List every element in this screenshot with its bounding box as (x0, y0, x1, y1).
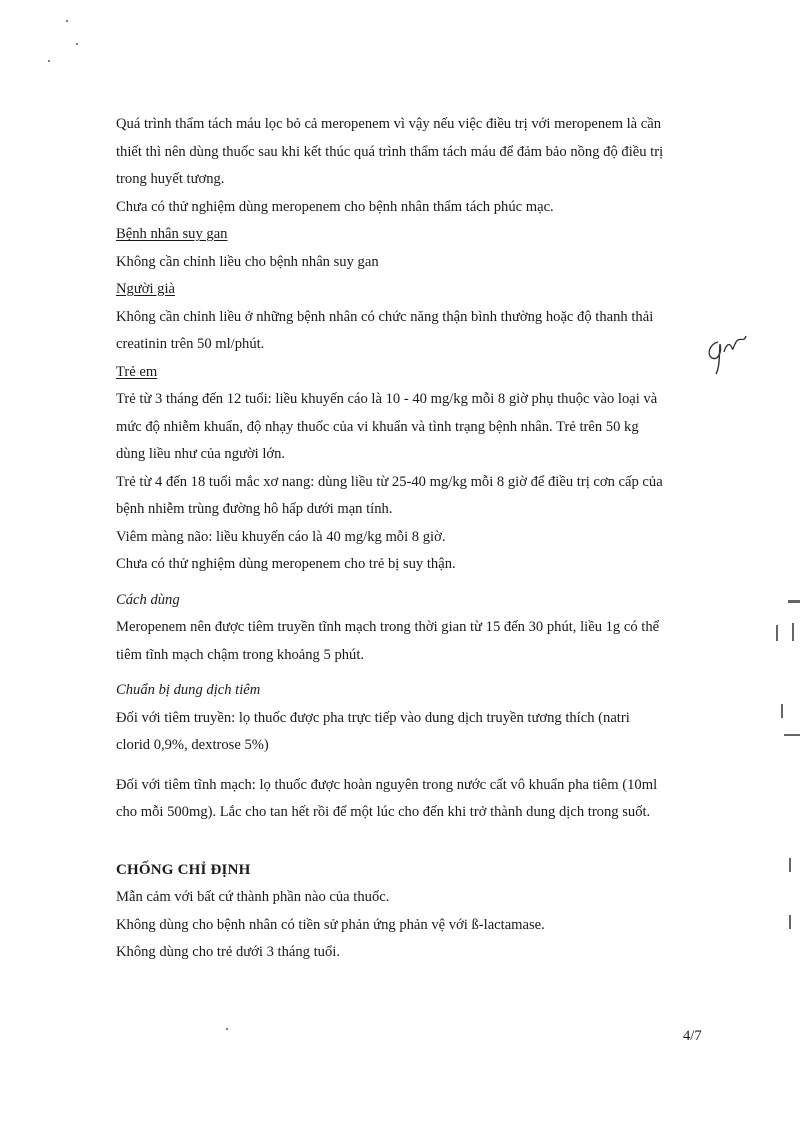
paragraph-line: thiết thì nên dùng thuốc sau khi kết thúc quá trình thẩm tách máu để đảm bảo nồng độ điều trị (116, 143, 664, 160)
paragraph-line: Viêm màng não: liều khuyến cáo là 40 mg/kg mỗi 8 giờ. (116, 528, 446, 545)
section-heading-contraindications: CHỐNG CHỈ ĐỊNH (116, 861, 251, 878)
edge-mark (792, 623, 794, 641)
paragraph-line: Chưa có thử nghiệm dùng meropenem cho bệnh nhân thẩm tách phúc mạc. (116, 198, 554, 215)
paragraph-line: Đối với tiêm tĩnh mạch: lọ thuốc được hoàn nguyên trong nước cất vô khuẩn pha tiêm (10ml (116, 776, 658, 793)
edge-mark (789, 858, 791, 872)
scan-speck (66, 20, 68, 22)
edge-mark (776, 625, 778, 641)
paragraph-line: Quá trình thẩm tách máu lọc bỏ cả meropenem vì vậy nếu việc điều trị với meropenem là cần (116, 116, 662, 132)
paragraph-line: bệnh nhiễm trùng đường hô hấp dưới mạn tính. (116, 501, 393, 517)
document-body (116, 111, 716, 967)
section-heading-children: Trẻ em (116, 363, 158, 380)
paragraph-line: Không dùng cho trẻ dưới 3 tháng tuổi. (116, 944, 340, 960)
paragraph-line: Không cần chỉnh liều ở những bệnh nhân có chức năng thận bình thường hoặc độ thanh thải (116, 308, 654, 325)
scan-speck (76, 43, 78, 45)
paragraph-line: clorid 0,9%, dextrose 5%) (116, 737, 269, 753)
paragraph-line: Meropenem nên được tiêm truyền tĩnh mạch trong thời gian từ 15 đến 30 phút, liều 1g có thể (116, 619, 660, 635)
paragraph-line: Không cần chỉnh liều cho bệnh nhân suy gan (116, 253, 379, 270)
paragraph-line: mức độ nhiễm khuẩn, độ nhạy thuốc của vi khuẩn và tình trạng bệnh nhân. Trẻ trên 50 kg (116, 418, 639, 435)
paragraph-line: Mẫn cảm với bất cứ thành phần nào của thuốc. (116, 889, 390, 905)
paragraph-line: Đối với tiêm truyền: lọ thuốc được pha trực tiếp vào dung dịch truyền tương thích (natri (116, 709, 630, 726)
paragraph-line: trong huyết tương. (116, 171, 225, 187)
paragraph-line: Chưa có thử nghiệm dùng meropenem cho trẻ bị suy thận. (116, 556, 456, 572)
section-heading-elderly: Người già (116, 281, 175, 297)
scan-speck (226, 1028, 228, 1030)
edge-mark (789, 915, 791, 929)
page-number: 4/7 (683, 1028, 702, 1044)
paragraph-line: Không dùng cho bệnh nhân có tiền sử phản ứng phản vệ với ß-lactamase. (116, 916, 545, 933)
edge-mark (781, 704, 783, 718)
edge-mark (788, 600, 800, 603)
paragraph-line: Trẻ từ 4 đến 18 tuổi mắc xơ nang: dùng liều từ 25-40 mg/kg mỗi 8 giờ để điều trị cơn cấp của (116, 473, 663, 490)
paragraph-line: Trẻ từ 3 tháng đến 12 tuổi: liều khuyến cáo là 10 - 40 mg/kg mỗi 8 giờ phụ thuộc vào loại và (116, 391, 658, 407)
paragraph-line: tiêm tĩnh mạch chậm trong khoảng 5 phút. (116, 646, 365, 663)
section-heading-preparation: Chuẩn bị dung dịch tiêm (116, 682, 261, 698)
section-heading-liver: Bệnh nhân suy gan (116, 226, 228, 242)
paragraph-line: creatinin trên 50 ml/phút. (116, 336, 265, 352)
edge-mark (784, 734, 800, 736)
section-heading-usage: Cách dùng (116, 591, 180, 608)
paragraph-line: dùng liều như của người lớn. (116, 446, 286, 462)
paragraph-line: cho mỗi 500mg). Lắc cho tan hết rồi để một lúc cho đến khi trở thành dung dịch trong suốt. (116, 804, 651, 820)
scan-speck (48, 60, 50, 62)
